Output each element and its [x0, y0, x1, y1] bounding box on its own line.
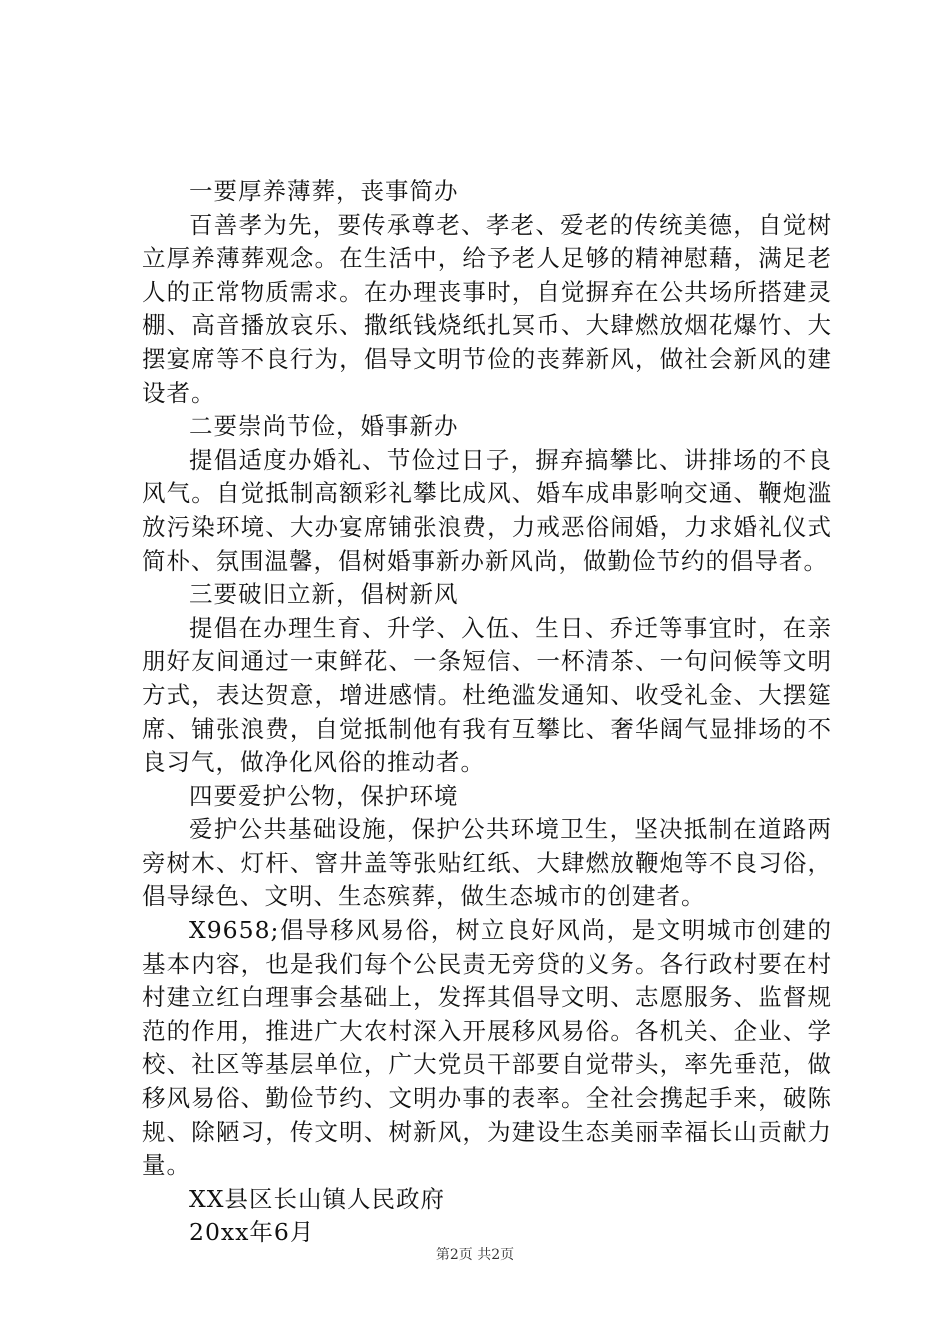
section-heading-1: 一要厚养薄葬，丧事简办 [189, 177, 459, 205]
page-number: 第2页 共2页 [435, 1247, 515, 1263]
section-body-4: 爱护公共基础设施，保护公共环境卫生，坚决抵制在道路两旁树木、灯杆、窨井盖等张贴红纸、大肆燃放鞭炮等不良习俗，倡导绿色、文明、生态殡葬，做生态城市的创建者。 [142, 815, 832, 911]
section-body-2: 提倡适度办婚礼、节俭过日子，摒弃搞攀比、讲排场的不良风气。自觉抵制高额彩礼攀比成风、婚车成串影响交通、鞭炮滥放污染环境、大办宴席铺张浪费，力戒恶俗闹婚，力求婚礼仪式简朴、氛围温馨，倡树婚事新办新风尚，做勤俭节约的倡导者。 [142, 445, 832, 575]
page-footer [0, 1244, 950, 1264]
closing-paragraph: X9658;倡导移风易俗，树立良好风尚，是文明城市创建的基本内容，也是我们每个公民责无旁贷的义务。各行政村要在村村建立红白理事会基础上，发挥其倡导文明、志愿服务、监督规范的作用，推进广大农村深入开展移风易俗。各机关、企业、学校、社区等基层单位，广大党员干部要自觉带头，率先垂范，做移风易俗、勤俭节约、文明办事的表率。全社会携起手来，破陈规、除陋习，传文明、树新风，为建设生态美丽幸福长山贡献力量。 [142, 916, 832, 1180]
section-heading-2: 二要崇尚节俭，婚事新办 [189, 412, 459, 441]
signature-organization: XX县区长山镇人民政府 [189, 1184, 445, 1213]
section-heading-3: 三要破旧立新，倡树新风 [189, 580, 459, 609]
signature-date: 20xx年6月 [189, 1218, 315, 1247]
section-body-3: 提倡在办理生育、升学、入伍、生日、乔迁等事宜时，在亲朋好友间通过一束鲜花、一条短信、一杯清茶、一句问候等文明方式，表达贺意，增进感情。杜绝滥发通知、收受礼金、大摆筵席、铺张浪费，自觉抵制他有我有互攀比、奢华阔气显排场的不良习气，做净化风俗的推动者。 [142, 613, 832, 777]
section-heading-4: 四要爱护公物，保护环境 [189, 781, 459, 810]
document-body [142, 175, 832, 1250]
section-body-1: 百善孝为先，要传承尊老、孝老、爱老的传统美德，自觉树立厚养薄葬观念。在生活中，给予老人足够的精神慰藉，满足老人的正常物质需求。在办理丧事时，自觉摒弃在公共场所搭建灵棚、高音播放哀乐、撒纸钱烧纸扎冥币、大肆燃放烟花爆竹、大摆宴席等不良行为，倡导文明节俭的丧葬新风，做社会新风的建设者。 [142, 210, 832, 407]
